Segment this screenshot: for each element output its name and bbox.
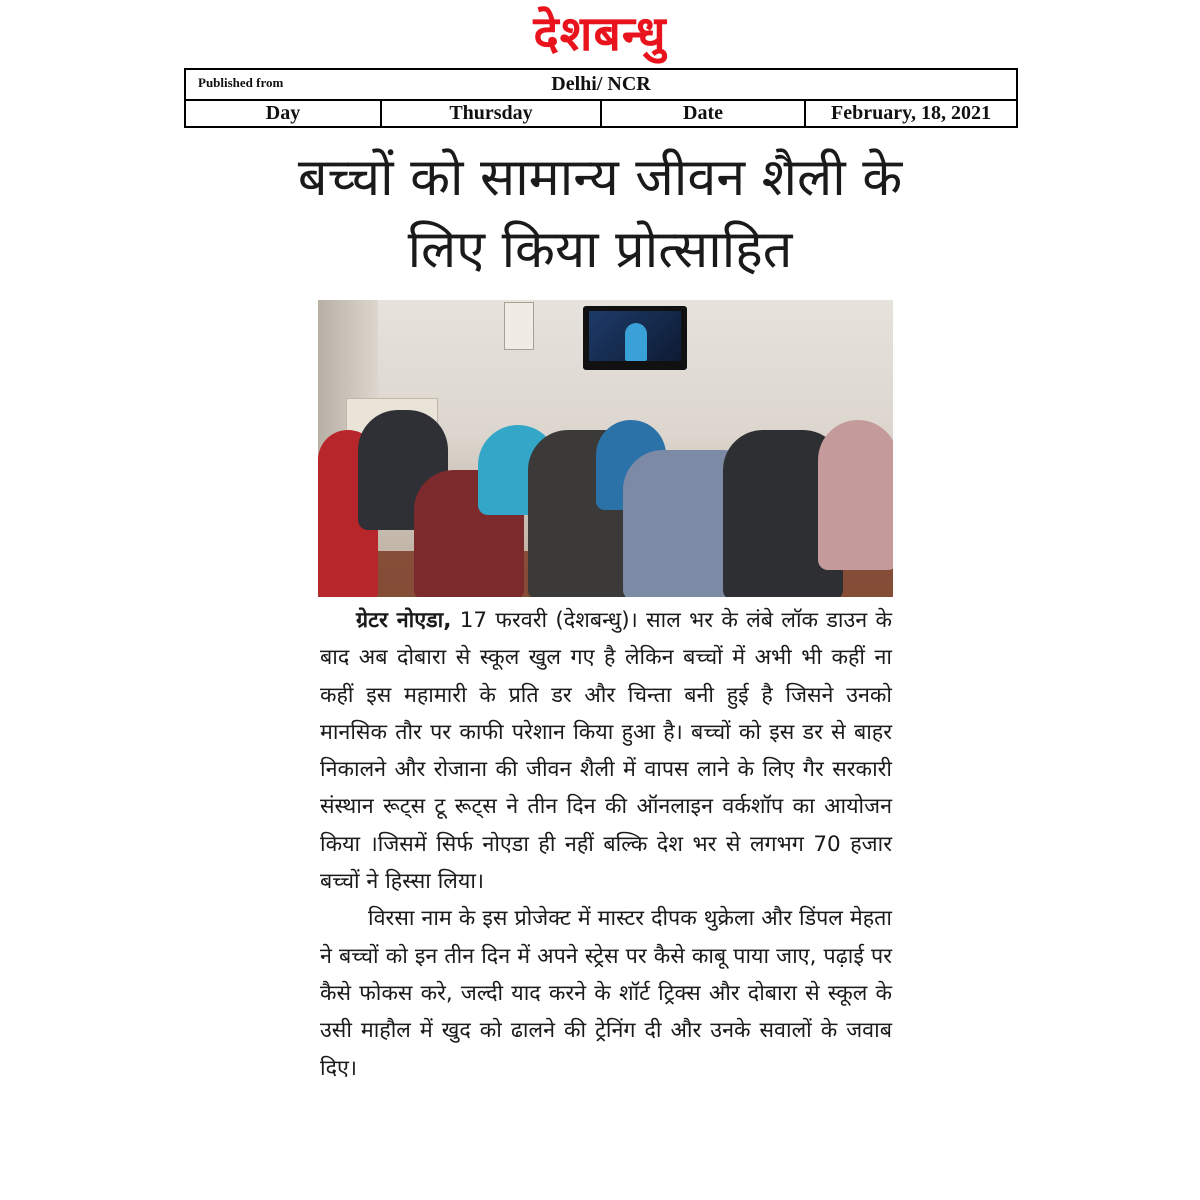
photo-wall-calendar xyxy=(504,302,534,350)
newspaper-masthead: देशबन्धु xyxy=(533,6,667,62)
publication-info-table xyxy=(184,68,1018,128)
photo-television xyxy=(583,306,687,370)
date-label: Date xyxy=(602,101,806,126)
date-value: February, 18, 2021 xyxy=(831,102,991,124)
article-photo xyxy=(318,300,893,597)
article-dateline: ग्रेटर नोएडा, xyxy=(356,608,452,633)
photo-audience-member xyxy=(818,420,893,570)
edition-label: Delhi/ NCR xyxy=(551,73,651,95)
photo-tv-screen xyxy=(589,311,681,361)
article-paragraph-1 xyxy=(320,602,892,900)
article-body xyxy=(320,602,892,1087)
article-paragraph-1-text: 17 फरवरी (देशबन्धु)। साल भर के लंबे लॉक डाउन के बाद अब दोबारा से स्कूल खुल गए है लेकिन बच्चों में अभी भी कहीं ना कहीं इस महामारी के प्रति डर और चिन्ता बनी हुई है जिसने उनको मानसिक तौर पर काफी परेशान किया हुआ है। बच्चों को इस डर से बाहर निकालने और रोजाना की जीवन शैली में वापस लाने के लिए गैर सरकारी संस्थान रूट्स टू रूट्स ने तीन दिन की ऑनलाइन वर्कशॉप का आयोजन किया ।जिसमें सिर्फ नोएडा ही नहीं बल्कि देश भर से लगभग 70 हजार बच्चों ने हिस्सा लिया। xyxy=(320,608,893,895)
info-row-date xyxy=(186,101,1016,126)
headline-line-1: बच्चों को सामान्य जीवन शैली के xyxy=(297,148,903,208)
headline-line-2: लिए किया प्रोत्साहित xyxy=(407,220,793,280)
article-headline xyxy=(200,142,1000,286)
published-from-label: Published from xyxy=(198,75,284,90)
day-label: Day xyxy=(186,101,382,126)
article-paragraph-2: विरसा नाम के इस प्रोजेक्ट में मास्टर दीपक थुक्रेला और डिंपल मेहता ने बच्चों को इन तीन दिन में अपने स्ट्रेस पर कैसे काबू पाया जाए, पढ़ाई पर कैसे फोकस करे, जल्दी याद करने के शॉर्ट ट्रिक्स और दोबारा से स्कूल के उसी माहौल में खुद को ढालने की ट्रेनिंग दी और उनके सवालों के जवाब दिए। xyxy=(320,906,892,1081)
day-value: Thursday xyxy=(382,101,602,126)
photo-tv-presenter xyxy=(625,323,647,361)
info-row-edition xyxy=(186,70,1016,101)
